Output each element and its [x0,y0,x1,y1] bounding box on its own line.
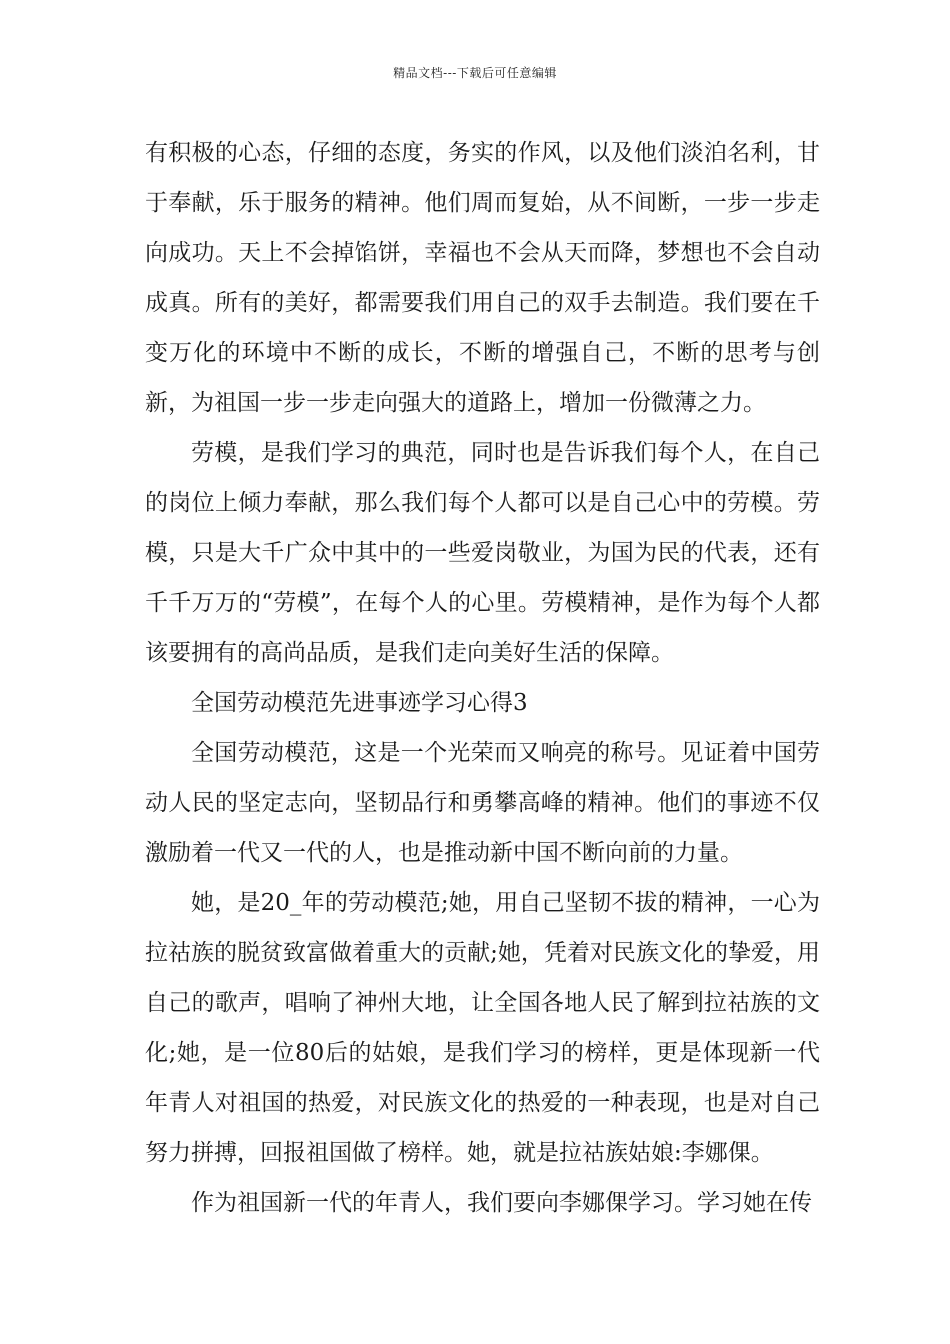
page-header: 精品文档---下载后可任意编辑 [393,66,557,80]
document-body [145,128,820,1228]
section-heading: 全国劳动模范先进事迹学习心得3 [191,690,528,716]
paragraph-young-generation: 作为祖国新一代的年青人，我们要向李娜倮学习。学习她在传 [191,1190,812,1216]
paragraph-continuation: 有积极的心态，仔细的态度，务实的作风，以及他们淡泊名利，甘于奉献，乐于服务的精神。他们周而复始，从不间断，一步一步走向成功。天上不会掉馅饼，幸福也不会从天而降，梦想也不会自动成真。所有的美好，都需要我们用自己的双手去制造。我们要在千变万化的环境中不断的成长，不断的增强自己，不断的思考与创新，为祖国一步一步走向强大的道路上，增加一份微薄之力。 [145,140,820,416]
paragraph-model-workers: 劳模，是我们学习的典范，同时也是告诉我们每个人，在自己的岗位上倾力奉献，那么我们每个人都可以是自己心中的劳模。劳模，只是大千广众中其中的一些爱岗敬业，为国为民的代表，还有千千万万的“劳模”，在每个人的心里。劳模精神，是作为每个人都该要拥有的高尚品质，是我们走向美好生活的保障。 [145,440,820,666]
paragraph-li-naluo: 她，是20_年的劳动模范;她，用自己坚韧不拔的精神，一心为拉祜族的脱贫致富做着重大的贡献;她，凭着对民族文化的挚爱，用自己的歌声，唱响了神州大地，让全国各地人民了解到拉祜族的文化;她，是一位80后的姑娘，是我们学习的榜样，更是体现新一代年青人对祖国的热爱，对民族文化的热爱的一种表现，也是对自己努力拼搏，回报祖国做了榜样。她，就是拉祜族姑娘:李娜倮。 [145,890,820,1166]
paragraph-national-model: 全国劳动模范，这是一个光荣而又响亮的称号。见证着中国劳动人民的坚定志向，坚韧品行和勇攀高峰的精神。他们的事迹不仅激励着一代又一代的人，也是推动新中国不断向前的力量。 [145,740,820,866]
